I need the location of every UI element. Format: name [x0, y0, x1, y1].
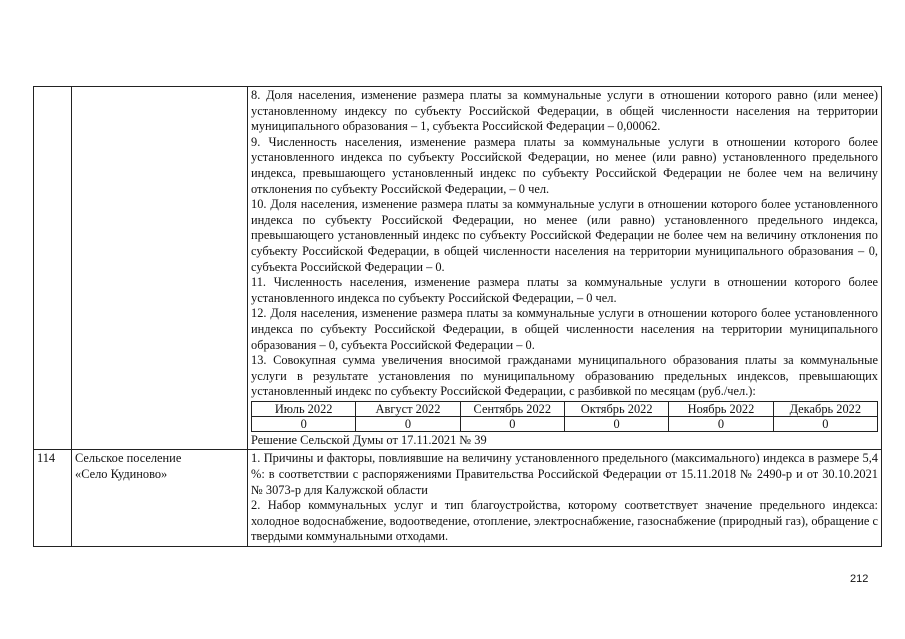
paragraph-1: 1. Причины и факторы, повлиявшие на величину установленного предельного (максимального) индекса в размере 5,4 %: в соответствии с распоряжениями Правительства Российской Федерации от 15.11.2018 № 2490-р и от 30.10.2021 № 3073-р для Калужской области — [251, 451, 878, 497]
month-value: 0 — [564, 416, 668, 431]
row-number-cell — [34, 87, 72, 450]
month-value: 0 — [773, 416, 877, 431]
month-header: Август 2022 — [356, 401, 460, 416]
municipality-name-cell — [72, 450, 248, 547]
months-value-row — [252, 416, 878, 431]
months-header-row — [252, 401, 878, 416]
month-value: 0 — [460, 416, 564, 431]
paragraph-10: 10. Доля населения, изменение размера платы за коммунальные услуги в отношении которого более установленного индекса по субъекту Российской Федерации, но менее (или равно) установленного предельного индекса, превышающего установленный индекс по субъекту Российской Федерации не более чем на величину отклонения по субъекту Российской Федерации, в общей численности населения на территории муниципального образования – 0, субъекта Российской Федерации – 0. — [251, 197, 878, 274]
table-row — [34, 87, 882, 450]
monthly-increase-table — [251, 401, 878, 432]
paragraph-2: 2. Набор коммунальных услуг и тип благоустройства, которому соответствует значение предельного индекса: холодное водоснабжение, водоотведение, отопление, электроснабжение, газоснабжение (природный газ), обращение с твердыми коммунальными отходами. — [251, 498, 878, 544]
decision-reference: Решение Сельской Думы от 17.11.2021 № 39 — [251, 432, 487, 447]
month-header: Декабрь 2022 — [773, 401, 877, 416]
details-cell — [248, 87, 882, 450]
paragraph-11: 11. Численность населения, изменение размера платы за коммунальные услуги в отношении которого более установленного индекса по субъекту Российской Федерации, – 0 чел. — [251, 275, 878, 305]
municipality-name: «Село Кудиново» — [75, 467, 168, 482]
month-value: 0 — [356, 416, 460, 431]
paragraph-12: 12. Доля населения, изменение размера платы за коммунальные услуги в отношении которого более установленного индекса по субъекту Российской Федерации, в общей численности населения на территории муниципального образования – 0, субъекта Российской Федерации – 0. — [251, 306, 878, 352]
month-header: Октябрь 2022 — [564, 401, 668, 416]
month-value: 0 — [669, 416, 773, 431]
month-value: 0 — [252, 416, 356, 431]
paragraph-13: 13. Совокупная сумма увеличения вносимой гражданами муниципального образования платы за коммунальные услуги в результате установления по муниципальному образованию предельных индексов, превышающих установленный индекс по субъекту Российской Федерации, с разбивкой по месяцам (руб./чел.): — [251, 353, 878, 399]
page-number: 212 — [850, 573, 869, 585]
table-row — [34, 450, 882, 547]
municipality-type: Сельское поселение — [75, 451, 182, 466]
paragraph-8: 8. Доля населения, изменение размера платы за коммунальные услуги в отношении которого равно (или менее) установленному индексу по субъекту Российской Федерации, в общей численности населения на территории муниципального образования – 1, субъекта Российской Федерации – 0,00062. — [251, 88, 878, 134]
month-header: Ноябрь 2022 — [669, 401, 773, 416]
paragraph-9: 9. Численность населения, изменение размера платы за коммунальные услуги в отношении которого более установленного индекса по субъекту Российской Федерации, но менее (или равно) установленного предельного индекса, превышающего установленный индекс по субъекту Российской Федерации не более чем на величину отклонения по субъекту Российской Федерации, – 0 чел. — [251, 134, 878, 196]
month-header: Сентябрь 2022 — [460, 401, 564, 416]
details-cell — [248, 450, 882, 547]
municipal-index-table — [33, 86, 882, 547]
row-number-cell: 114 — [34, 450, 72, 547]
municipality-name-cell — [72, 87, 248, 450]
month-header: Июль 2022 — [252, 401, 356, 416]
